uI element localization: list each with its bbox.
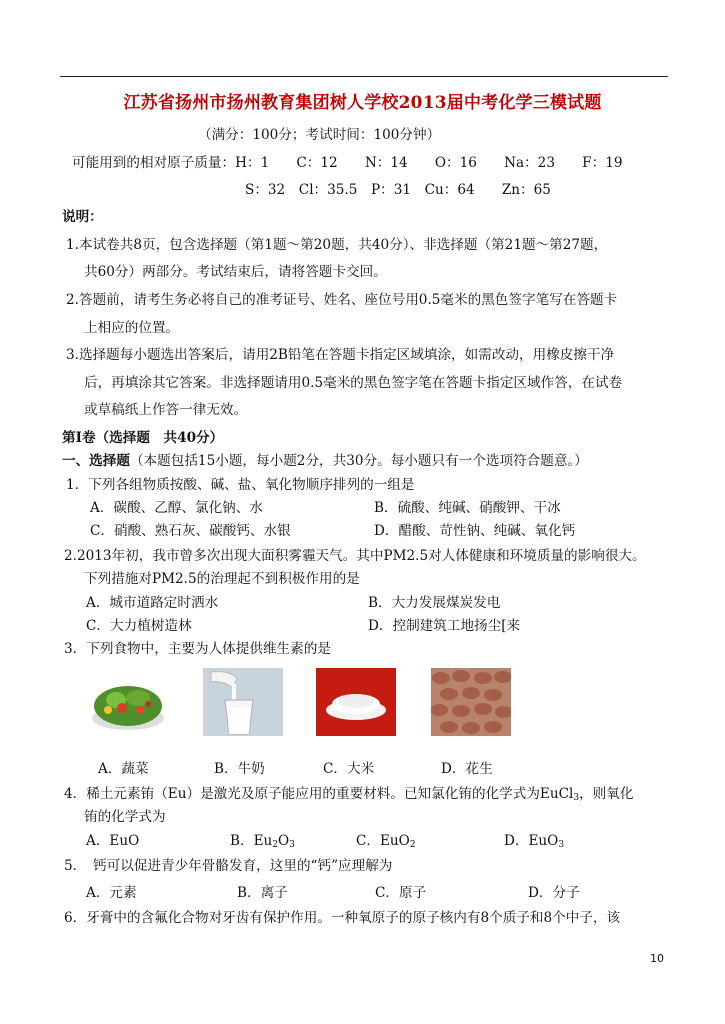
atomic-mass-line2: S：32 Cl：35.5 P：31 Cu：64 Zn：65	[245, 182, 551, 198]
q4d-sub: 3	[558, 840, 565, 850]
q1-option-b: B．硫酸、纯碱、硝酸钾、干冰	[374, 500, 561, 516]
note1-line1: 1.本试卷共8页，包含选择题（第1题～第20题，共40分）、非选择题（第21题～第27题，	[66, 237, 608, 253]
q1-option-a: A．碳酸、乙醇、氯化钠、水	[90, 500, 263, 516]
q4c-pre: C．EuO	[356, 833, 410, 849]
section1-label: 一、选择题	[62, 453, 130, 469]
q2-option-b: B．大力发展煤炭发电	[368, 595, 501, 611]
note3-line1: 3.选择题每小题选出答案后，请用2B铅笔在答题卡指定区域填涂，如需改动，用橡皮擦干净	[66, 347, 615, 363]
question-5: 5． 钙可以促进青少年骨骼发育，这里的“钙”应理解为	[64, 858, 393, 874]
page-number: 10	[650, 952, 664, 965]
section1-desc: （本题包括15小题，每小题2分，共30分。每小题只有一个选项符合题意。）	[129, 453, 588, 469]
q4-option-d	[504, 832, 564, 854]
note3-line2: 后，再填涂其它答案。非选择题请用0.5毫米的黑色签字笔在答题卡指定区域作答，在试卷	[84, 375, 623, 391]
q2-option-c: C．大力植树造林	[86, 618, 192, 634]
q4-option-c	[356, 832, 416, 854]
section1-heading	[62, 452, 588, 470]
question-3: 3．下列食物中，主要为人体提供维生素的是	[64, 641, 331, 657]
vegetable-salad-image	[88, 668, 168, 736]
q5-option-a: A．元素	[86, 885, 137, 901]
rice-image	[316, 668, 396, 736]
q5-option-d: D．分子	[528, 885, 580, 901]
q5-option-b: B．离子	[237, 885, 288, 901]
q4b-sub1: 2	[272, 840, 278, 850]
q4-option-a: A．EuO	[86, 833, 140, 849]
header-rule	[60, 76, 668, 77]
atomic-mass-line1: 可能用到的相对原子质量：H：1 C：12 N：14 O：16 Na：23 F：19	[72, 155, 623, 171]
q1-option-d: D．醋酸、苛性钠、纯碱、氧化钙	[374, 523, 576, 539]
exam-info: （满分：100分；考试时间：100分钟）	[198, 127, 441, 143]
part1-heading: 第Ⅰ卷（选择题 共40分）	[62, 430, 224, 446]
note2-line2: 上相应的位置。	[84, 320, 180, 336]
question-1: 1．下列各组物质按酸、碱、盐、氧化物顺序排列的一组是	[66, 477, 415, 493]
q4c-sub: 2	[409, 840, 416, 850]
question-4-line2: 铕的化学式为	[84, 809, 166, 825]
q3-option-d: D．花生	[441, 761, 493, 777]
question-2-line1: 2.2013年初，我市曾多次出现大面积雾霾天气。其中PM2.5对人体健康和环境质量的影响很大。	[64, 548, 646, 564]
q3-option-c: C．大米	[323, 761, 375, 777]
q5-option-c: C．原子	[375, 885, 427, 901]
q2-option-a: A．城市道路定时洒水	[86, 595, 219, 611]
note3-line3: 或草稿纸上作答一律无效。	[84, 402, 248, 418]
q4-text: 4．稀土元素铕（Eu）是激光及原子能应用的重要材料。已知氯化铕的化学式为EuCl	[64, 786, 574, 802]
q4b-sub2: 3	[289, 840, 295, 850]
question-6: 6．牙膏中的含氟化合物对牙齿有保护作用。一种氧原子的原子核内有8个质子和8个中子，该	[64, 910, 621, 926]
note1-line2: 共60分）两部分。考试结束后，请将答题卡交回。	[84, 264, 387, 280]
question-4-line1	[64, 785, 633, 807]
q4b-mid: O	[278, 833, 290, 849]
note2-line1: 2.答题前，请考生务必将自己的准考证号、姓名、座位号用0.5毫米的黑色签字笔写在答题卡	[66, 292, 618, 308]
q3-option-b: B．牛奶	[214, 761, 265, 777]
q2-option-d: D．控制建筑工地扬尘[来	[368, 618, 521, 634]
question-2-line2: 下列措施对PM2.5的治理起不到积极作用的是	[84, 571, 360, 587]
q3-option-a: A．蔬菜	[98, 761, 149, 777]
notes-heading: 说明：	[62, 209, 103, 225]
q4b-pre: B．Eu	[230, 833, 273, 849]
q4d-pre: D．EuO	[504, 833, 559, 849]
q4-option-b	[230, 832, 295, 854]
q1-option-c: C．硝酸、熟石灰、碳酸钙、水银	[90, 523, 291, 539]
q4-sub: 3	[573, 793, 580, 803]
peanut-image	[431, 668, 511, 736]
exam-title: 江苏省扬州市扬州教育集团树人学校2013届中考化学三模试题	[123, 93, 602, 113]
milk-image	[203, 668, 283, 736]
q4-text-end: ，则氧化	[579, 786, 634, 802]
